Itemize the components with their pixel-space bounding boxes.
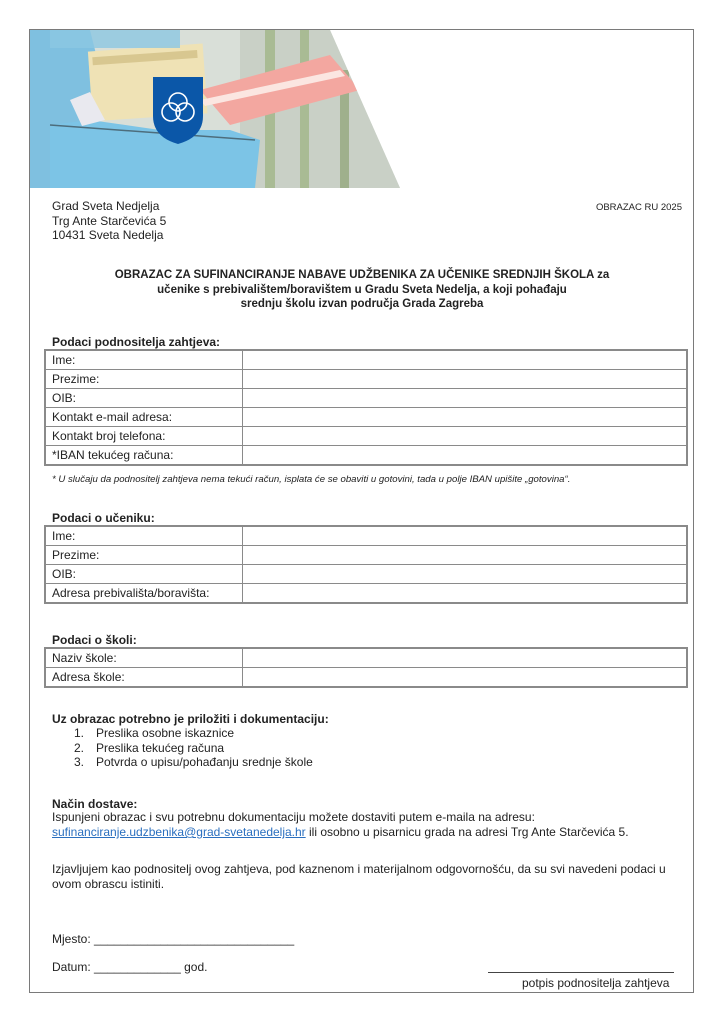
field-label: OIB: (45, 389, 242, 408)
date-suffix: god. (180, 960, 208, 974)
list-text: Preslika tekućeg računa (96, 740, 225, 755)
field-label: Kontakt broj telefona: (45, 427, 242, 446)
field-label: Ime: (45, 526, 242, 546)
list-number: 1. (74, 726, 85, 740)
list-number: 3. (74, 755, 85, 769)
place-label: Mjesto: (52, 932, 95, 946)
delivery-text (52, 810, 629, 840)
list-item (74, 755, 313, 770)
table-row (45, 408, 687, 427)
field-label: Kontakt e-mail adresa: (45, 408, 242, 427)
applicant-iban-cell (242, 446, 687, 466)
delivery-heading: Način dostave: (52, 797, 138, 811)
delivery-line-2 (52, 825, 629, 840)
table-row (45, 546, 687, 565)
list-text: Preslika osobne iskaznice (96, 726, 235, 740)
document-title (60, 268, 664, 312)
field-label: OIB: (45, 565, 242, 584)
attachments-heading: Uz obrazac potrebno je priložiti i dokumentaciju: (52, 712, 329, 726)
place-field[interactable] (52, 932, 294, 946)
school-name-cell (242, 648, 687, 668)
applicant-first-name-cell (242, 350, 687, 370)
address-line: Trg Ante Starčevića 5 (52, 213, 167, 228)
signature-caption: potpis podnositelja zahtjeva (522, 976, 670, 990)
field-label: Naziv škole: (45, 648, 242, 668)
title-line: učenike s prebivalištem/boravištem u Gradu Sveta Nedelja, a koji pohađaju (157, 283, 567, 296)
address-line: Grad Sveta Nedjelja (52, 199, 160, 213)
declaration-line: ovom obrascu istiniti. (52, 877, 165, 891)
student-last-name-input[interactable] (243, 546, 687, 564)
delivery-email-link[interactable]: sufinanciranje.udzbenika@grad-svetanedelja.hr (52, 825, 306, 839)
applicant-phone-cell (242, 427, 687, 446)
table-row (45, 668, 687, 688)
student-first-name-input[interactable] (243, 527, 687, 545)
list-number: 2. (74, 740, 85, 755)
sender-address (52, 199, 166, 243)
student-table (44, 525, 688, 604)
date-blank: _____________ (94, 960, 181, 974)
table-row (45, 584, 687, 604)
field-label: Adresa škole: (45, 668, 242, 688)
table-row (45, 446, 687, 466)
table-row (45, 350, 687, 370)
header-banner-image (30, 30, 400, 188)
student-oib-input[interactable] (243, 565, 687, 583)
list-text: Potvrda o upisu/pohađanju srednje škole (96, 755, 313, 769)
attachments-list (74, 726, 313, 770)
list-item (74, 741, 313, 756)
school-table (44, 647, 688, 688)
date-field[interactable] (52, 960, 207, 974)
applicant-email-cell (242, 408, 687, 427)
form-code: OBRAZAC RU 2025 (595, 202, 682, 213)
date-label: Datum: (52, 960, 95, 974)
school-section-heading: Podaci o školi: (52, 633, 137, 647)
field-label: *IBAN tekućeg računa: (45, 446, 242, 466)
table-row (45, 565, 687, 584)
applicant-last-name-input[interactable] (243, 370, 687, 388)
city-logo (153, 77, 203, 144)
student-first-name-cell (242, 526, 687, 546)
applicant-oib-input[interactable] (243, 389, 687, 407)
school-address-cell (242, 668, 687, 688)
title-line: OBRAZAC ZA SUFINANCIRANJE NABAVE UDŽBENIKA ZA UČENIKE SREDNJIH ŠKOLA za (114, 269, 610, 281)
applicant-email-input[interactable] (243, 408, 687, 426)
table-row (45, 526, 687, 546)
place-blank: ______________________________ (94, 932, 295, 946)
delivery-rest: ili osobno u pisarnicu grada na adresi Trg Ante Starčevića 5. (305, 825, 629, 839)
field-label: Prezime: (45, 370, 242, 389)
table-row (45, 389, 687, 408)
student-oib-cell (242, 565, 687, 584)
applicant-table (44, 349, 688, 466)
table-row (45, 648, 687, 668)
declaration-line: Izjavljujem kao podnositelj ovog zahtjeva, pod kaznenom i materijalnom odgovornošću, da su svi navedeni podaci u (52, 862, 666, 876)
declaration-text (52, 862, 666, 892)
field-label: Ime: (45, 350, 242, 370)
applicant-oib-cell (242, 389, 687, 408)
title-line: srednju školu izvan područja Grada Zagreba (240, 298, 484, 310)
delivery-line: Ispunjeni obrazac i svu potrebnu dokumentaciju možete dostaviti putem e-maila na adresu: (52, 810, 535, 824)
table-row (45, 370, 687, 389)
school-name-input[interactable] (243, 649, 687, 667)
signature-line[interactable] (488, 972, 674, 973)
applicant-phone-input[interactable] (243, 427, 687, 445)
table-row (45, 427, 687, 446)
iban-footnote: * U slučaju da podnositelj zahtjeva nema tekući račun, isplata će se obaviti u gotovini, tada u polje IBAN upišite „gotovina“. (52, 474, 571, 485)
student-last-name-cell (242, 546, 687, 565)
address-line: 10431 Sveta Nedelja (52, 228, 164, 242)
student-address-input[interactable] (243, 584, 687, 602)
field-label: Adresa prebivališta/boravišta: (45, 584, 242, 604)
applicant-first-name-input[interactable] (243, 351, 687, 369)
applicant-section-heading: Podaci podnositelja zahtjeva: (52, 335, 221, 349)
student-section-heading: Podaci o učeniku: (52, 511, 155, 525)
field-label: Prezime: (45, 546, 242, 565)
applicant-iban-input[interactable] (243, 446, 687, 464)
school-address-input[interactable] (243, 668, 687, 686)
student-address-cell (242, 584, 687, 604)
list-item (74, 726, 313, 741)
applicant-last-name-cell (242, 370, 687, 389)
